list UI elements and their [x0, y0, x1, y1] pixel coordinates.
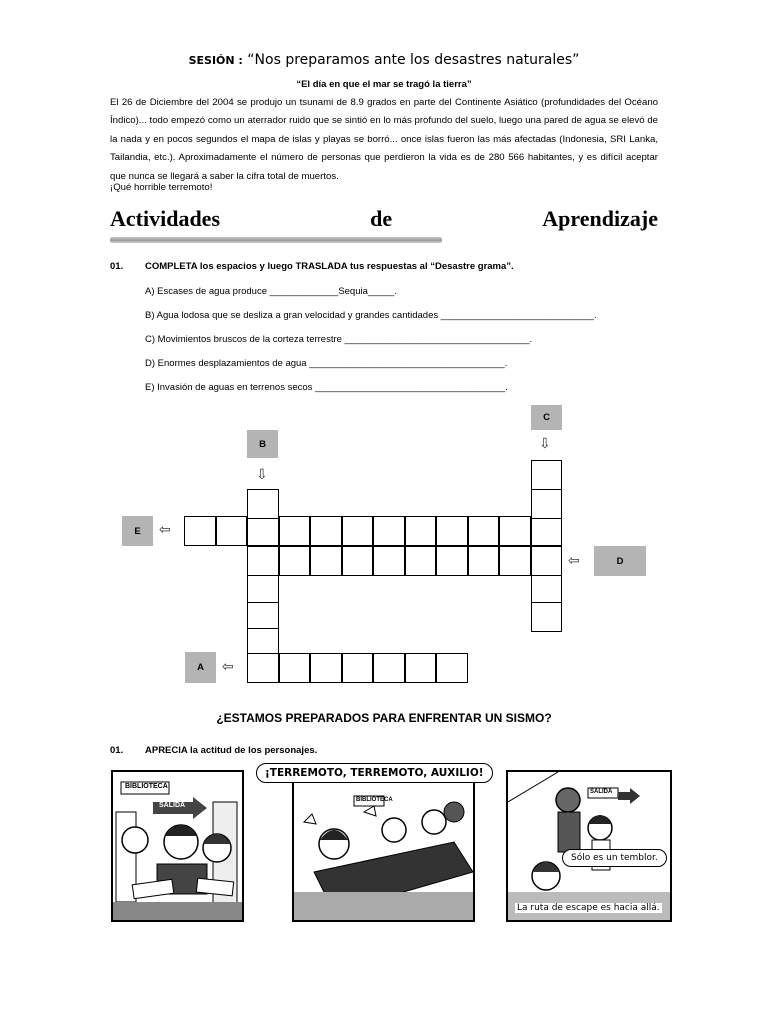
sign-biblioteca: BIBLIOTECA [125, 783, 168, 790]
q1-option-d: D) Enormes desplazamientos de agua _____________________________________. [145, 358, 508, 369]
crossword-label-a: A [185, 652, 216, 683]
activities-word-2: de [370, 206, 393, 231]
heading-underline-bar [110, 237, 442, 243]
crossword-cell[interactable] [342, 516, 374, 546]
crossword-label-e: E [122, 516, 153, 546]
crossword-cell[interactable] [468, 546, 500, 576]
q1-option-e: E) Invasión de aguas en terrenos secos ____________________________________. [145, 382, 508, 393]
crossword-cell[interactable] [247, 546, 279, 576]
q1-number: 01. [110, 261, 124, 272]
activities-word-3: Aprendizaje [542, 206, 658, 231]
crossword-cell[interactable] [216, 516, 248, 546]
subtitle: “El día en que el mar se tragó la tierra” [296, 79, 472, 90]
crossword-cell[interactable] [247, 575, 279, 605]
arrow-left-icon: ⇦ [159, 521, 171, 537]
arrow-left-icon: ⇦ [222, 658, 234, 674]
session-title: “Nos preparamos ante los desastres naturales” [247, 52, 580, 68]
speech-bubble-temblor: Sólo es un temblor. [562, 849, 667, 867]
crossword-cell[interactable] [405, 546, 437, 576]
crossword-cell[interactable] [436, 516, 468, 546]
crossword-cell[interactable] [279, 653, 311, 683]
comic-panel-1 [111, 770, 244, 922]
crossword-label-b: B [247, 430, 278, 458]
intro-exclamation: ¡Qué horrible terremoto! [110, 182, 213, 193]
crossword-cell[interactable] [499, 546, 531, 576]
crossword-cell[interactable] [531, 516, 563, 546]
crossword-cell[interactable] [468, 516, 500, 546]
arrow-down-icon: ⇩ [539, 435, 551, 451]
calm-scene [508, 772, 670, 920]
arrow-down-icon: ⇩ [256, 466, 268, 482]
page-title [0, 52, 768, 68]
crossword-label-c: C [531, 405, 562, 430]
crossword-cell[interactable] [310, 546, 342, 576]
crossword-cell[interactable] [531, 575, 563, 605]
crossword-cell[interactable] [405, 516, 437, 546]
crossword-cell[interactable] [499, 516, 531, 546]
q1-option-b: B) Agua lodosa que se desliza a gran velocidad y grandes cantidades _____________________________. [145, 310, 597, 321]
crossword-cell[interactable] [247, 653, 279, 683]
q1-option-c: C) Movimientos bruscos de la corteza terrestre ___________________________________. [145, 334, 533, 345]
intro-paragraph: El 26 de Diciembre del 2004 se produjo un tsunami de 8.9 grados en parte del Continente Asiático (profundidades del Océano Índico)... todo empezó como un aterrador ruido que se sintió en lo más profundo del suelo, luego una pared de agua se elevó de la nada y en pocos segundos el mapa de islas y playas se borró... once islas fueron las más afectadas (Indonesia, SRI Lanka, Tailandia, etc.). Aproximadamente el número de personas que perdieron la vida es de 280 566 habitantes, y es difícil aceptar que nunca se llegará a saber la cifra total de muertos. [110, 97, 658, 182]
comic-panel-3 [506, 770, 672, 922]
crossword-cell[interactable] [531, 489, 563, 519]
crossword-cell[interactable] [373, 546, 405, 576]
crossword-cell[interactable] [436, 546, 468, 576]
shout-bubble: ¡TERREMOTO, TERREMOTO, AUXILIO! [256, 763, 493, 783]
crossword-cell[interactable] [531, 460, 563, 490]
activities-word-1: Actividades [110, 206, 220, 231]
arrow-left-icon: ⇦ [568, 552, 580, 568]
crossword-label-d: D [594, 546, 646, 576]
caption-ruta-escape: La ruta de escape es hacia allá. [517, 903, 660, 913]
section2-instruction: APRECIA la actitud de los personajes. [145, 745, 318, 756]
q1-instruction: COMPLETA los espacios y luego TRASLADA tus respuestas al “Desastre grama”. [145, 261, 514, 272]
crossword-cell[interactable] [531, 546, 563, 576]
section2-number: 01. [110, 745, 124, 756]
crossword-cell[interactable] [247, 516, 279, 546]
crossword-cell[interactable] [436, 653, 468, 683]
crossword-cell[interactable] [279, 516, 311, 546]
crossword-cell[interactable] [405, 653, 437, 683]
crossword-cell[interactable] [373, 653, 405, 683]
comic-panel-2 [292, 770, 475, 922]
crossword-cell[interactable] [531, 602, 563, 632]
session-prefix: SESIÓN : [188, 54, 243, 67]
crossword-cell[interactable] [342, 546, 374, 576]
crossword-cell[interactable] [310, 516, 342, 546]
crossword-cell[interactable] [184, 516, 216, 546]
sign-salida: SALIDA [590, 789, 613, 795]
classroom-scene [113, 772, 242, 920]
crossword-cell[interactable] [310, 653, 342, 683]
crossword-cell[interactable] [279, 546, 311, 576]
activities-heading [110, 206, 658, 232]
crossword-cell[interactable] [373, 516, 405, 546]
q1-option-a: A) Escases de agua produce _____________Sequia_____. [145, 286, 397, 297]
panic-scene [294, 772, 473, 920]
crossword-cell[interactable] [247, 489, 279, 519]
crossword-cell[interactable] [342, 653, 374, 683]
section2-title: ¿ESTAMOS PREPARADOS PARA ENFRENTAR UN SISMO? [216, 711, 552, 725]
sign-biblioteca: BIBLIOTECA [356, 797, 393, 803]
sign-salida: SALIDA [159, 802, 186, 809]
